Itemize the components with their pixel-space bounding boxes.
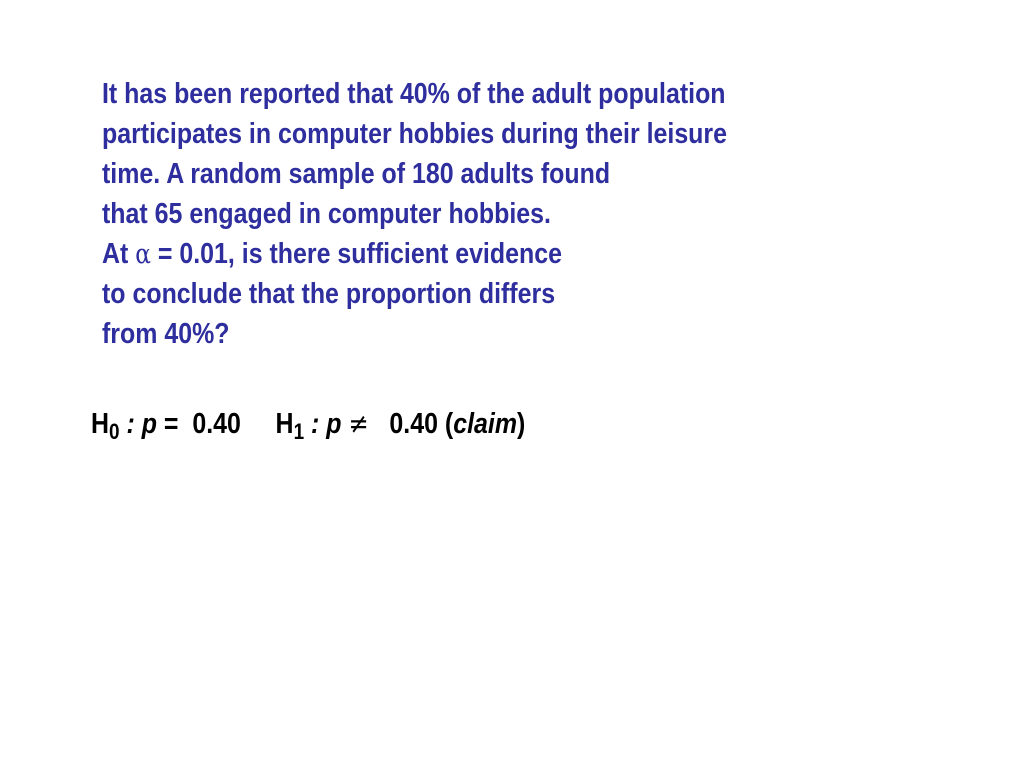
alternative-hypothesis xyxy=(275,407,526,444)
claim-close-paren: ) xyxy=(517,408,526,440)
not-equal-symbol: ≠ xyxy=(348,407,369,440)
h1-value: 0.40 xyxy=(389,408,438,440)
problem-line-1: It has been reported that 40% of the adult population xyxy=(102,78,726,110)
h1-colon: : xyxy=(311,408,320,440)
h1-variable: p xyxy=(326,408,342,440)
claim-open-paren: ( xyxy=(444,408,454,440)
claim-label xyxy=(445,408,525,440)
h0-operator: = xyxy=(163,408,179,440)
h0-value: 0.40 xyxy=(192,408,241,440)
h0-variable: p xyxy=(141,408,157,440)
problem-statement xyxy=(102,74,807,354)
problem-line-2: participates in computer hobbies during their leisure xyxy=(102,118,728,150)
problem-line-7: from 40%? xyxy=(102,318,230,350)
h0-colon: : xyxy=(126,408,135,440)
h1-subscript: 1 xyxy=(293,419,305,444)
problem-line-4: that 65 engaged in computer hobbies. xyxy=(102,198,551,230)
h0-letter: H xyxy=(91,408,110,440)
claim-word: claim xyxy=(453,408,518,440)
hypotheses-line xyxy=(91,402,693,446)
h0-subscript: 0 xyxy=(109,419,120,444)
null-hypothesis xyxy=(91,408,241,444)
problem-line-5 xyxy=(102,234,807,274)
problem-line-6: to conclude that the proportion differs xyxy=(102,278,556,310)
problem-line-3: time. A random sample of 180 adults found xyxy=(102,158,611,190)
problem-line-5-suffix: = 0.01, is there sufficient evidence xyxy=(157,238,562,270)
alpha-symbol: α xyxy=(135,239,151,270)
problem-line-5-prefix: At xyxy=(102,238,129,270)
h1-letter: H xyxy=(275,408,294,440)
